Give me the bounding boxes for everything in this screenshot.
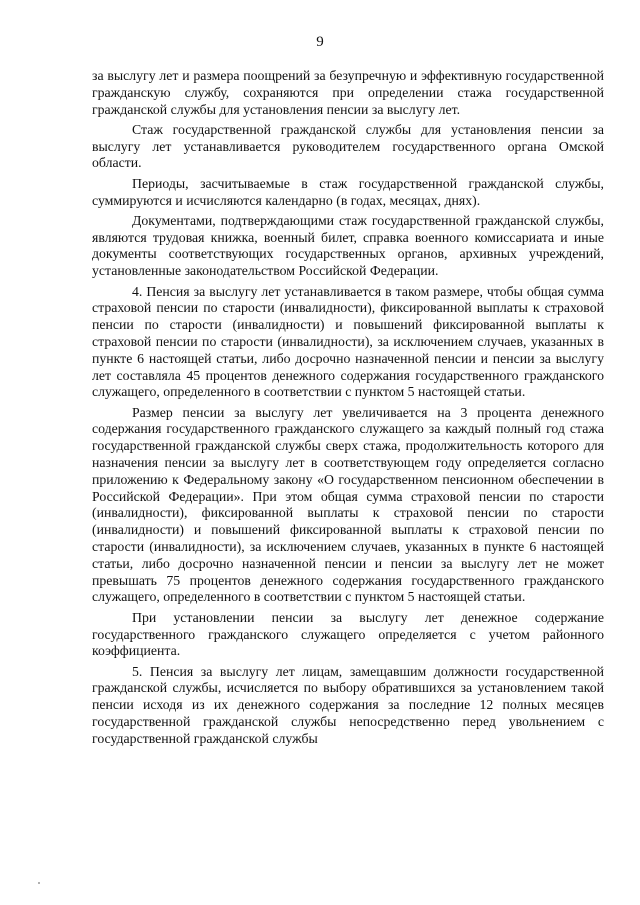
paragraph-size-increase: Размер пенсии за выслугу лет увеличивается на 3 процента денежного содержания государственного гражданского служащего за каждый полный год стажа государственной гражданской службы сверх стажа, продолжительность которого для назначения пенсии за выслугу лет в соответствующем году определяется согласно приложению к Федеральному закону «О государственном пенсионном обеспечении в Российской Федерации». При этом общая сумма страховой пенсии по старости (инвалидности), фиксированной выплаты к страховой пенсии по старости (инвалидности) и повышений фиксированной выплаты к страховой пенсии по старости (инвалидности), за исключением случаев, указанных в пункте 6 настоящей статьи, либо досрочно назначенной пенсии и пенсии за выслугу лет не может превышать 75 процентов денежного содержания государственного гражданского служащего, определенного в соответствии с пунктом 5 настоящей статьи. [92, 404, 604, 605]
paragraph-item-5: 5. Пенсия за выслугу лет лицам, замещавшим должности государственной гражданской службы, исчисляется по выбору обратившихся за установлением такой пенсии исходя из их денежного содержания за последние 12 полных месяцев государственной гражданской службы непосредственно перед увольнением с государственной гражданской службы [92, 663, 604, 746]
paragraph-periods: Периоды, засчитываемые в стаж государственной гражданской службы, суммируются и исчисляются календарно (в годах, месяцах, днях). [92, 175, 604, 208]
paragraph-documents: Документами, подтверждающими стаж государственной гражданской службы, являются трудовая книжка, военный билет, справка военного комиссариата и иные документы соответствующих государственных органов, архивных учреждений, установленные законодательством Российской Федерации. [92, 212, 604, 279]
scan-speck [38, 882, 40, 884]
paragraph-regional-coefficient: При установлении пенсии за выслугу лет денежное содержание государственного гражданского служащего определяется с учетом районного коэффициента. [92, 609, 604, 659]
page-number: 9 [316, 34, 324, 50]
paragraph-stazh: Стаж государственной гражданской службы для установления пенсии за выслугу лет устанавливается руководителем государственного органа Омской области. [92, 121, 604, 171]
document-body [92, 68, 604, 751]
paragraph-continuation: за выслугу лет и размера поощрений за безупречную и эффективную государственной гражданскую службу, сохраняются при определении стажа государственной гражданской службы для установления пенсии за выслугу лет. [92, 68, 604, 117]
paragraph-item-4: 4. Пенсия за выслугу лет устанавливается в таком размере, чтобы общая сумма страховой пенсии по старости (инвалидности), фиксированной выплаты к страховой пенсии по старости (инвалидности) и повышений фиксированной выплаты к страховой пенсии по старости (инвалидности), за исключением случаев, указанных в пункте 6 настоящей статьи, либо досрочно назначенной пенсии и пенсии за выслугу лет составляла 45 процентов денежного содержания государственного гражданского служащего, определенного в соответствии с пунктом 5 настоящей статьи. [92, 283, 604, 400]
